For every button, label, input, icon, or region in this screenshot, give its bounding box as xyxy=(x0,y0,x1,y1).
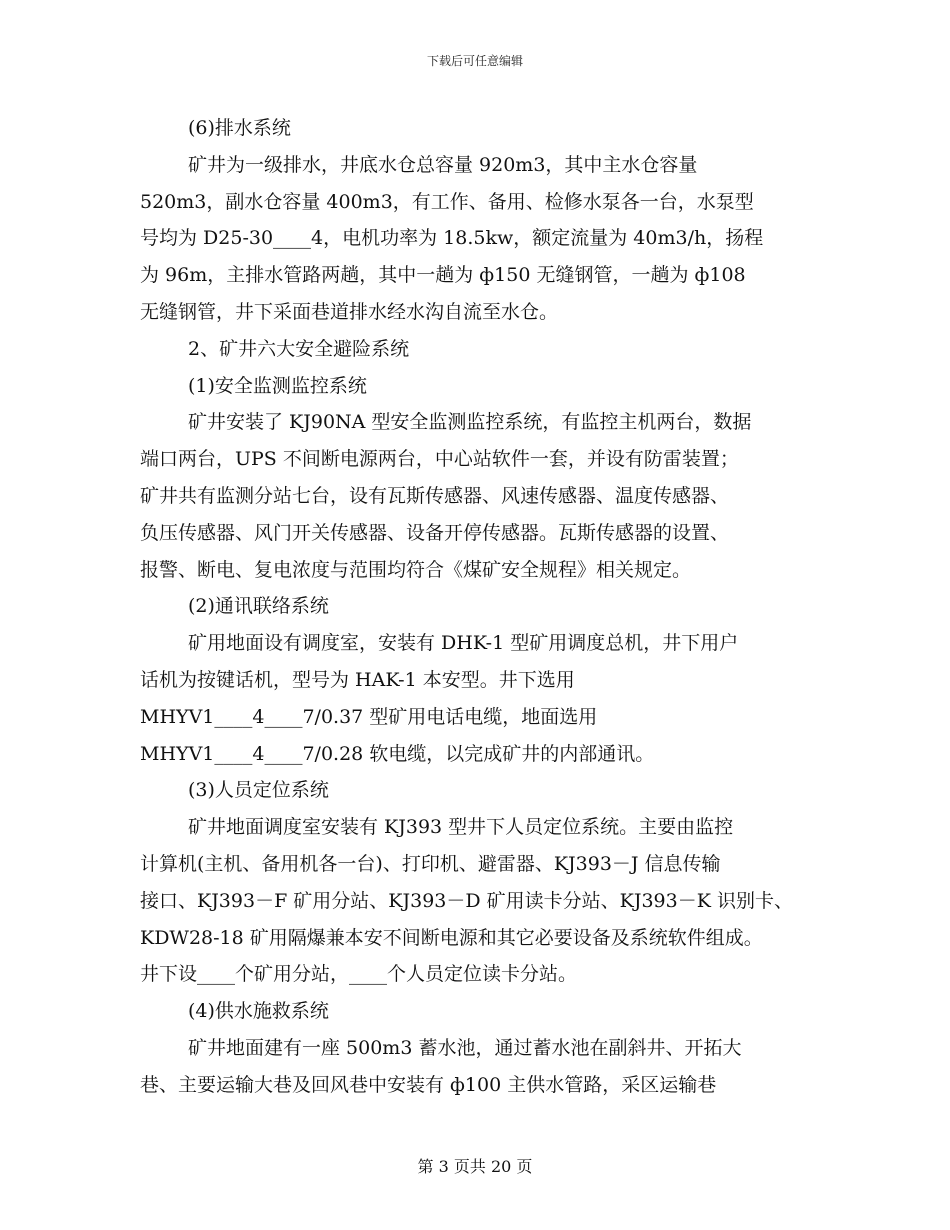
paragraph-line: MHYV1____4____7/0.37 型矿用电话电缆，地面选用 xyxy=(140,705,598,728)
section-heading-monitoring: (1)安全监测监控系统 xyxy=(188,374,367,397)
section-heading-drainage: (6)排水系统 xyxy=(188,117,291,139)
section-heading-water-supply: (4)供水施救系统 xyxy=(188,1000,329,1023)
paragraph-line: 矿井地面建有一座 500m3 蓄水池，通过蓄水池在副斜井、开拓大 xyxy=(188,1036,742,1059)
paragraph-line: MHYV1____4____7/0.28 软电缆，以完成矿井的内部通讯。 xyxy=(140,742,655,765)
paragraph-line: 为 96m，主排水管路两趟，其中一趟为 ф150 无缝钢管，一趟为 ф108 xyxy=(140,264,746,287)
paragraph-line: 话机为按键话机，型号为 HAK-1 本安型。井下选用 xyxy=(140,668,575,691)
paragraph-line: KDW28-18 矿用隔爆兼本安不间断电源和其它必要设备及系统软件组成。 xyxy=(140,926,763,949)
section-heading-safety-systems: 2、矿井六大安全避险系统 xyxy=(188,337,410,360)
section-heading-communication: (2)通讯联络系统 xyxy=(188,595,329,618)
paragraph-line: 计算机(主机、备用机各一台)、打印机、避雷器、KJ393－J 信息传输 xyxy=(140,852,721,875)
paragraph-line: 端口两台，UPS 不间断电源两台，中心站软件一套，并设有防雷装置； xyxy=(140,448,739,471)
paragraph-line: 矿井安装了 KJ90NA 型安全监测监控系统，有监控主机两台，数据 xyxy=(188,411,752,434)
paragraph-line: 矿井地面调度室安装有 KJ393 型井下人员定位系统。主要由监控 xyxy=(188,816,734,839)
paragraph-line: 负压传感器、风门开关传感器、设备开停传感器。瓦斯传感器的设置、 xyxy=(140,521,730,544)
paragraph-line: 矿井共有监测分站七台，设有瓦斯传感器、风速传感器、温度传感器、 xyxy=(140,484,730,507)
paragraph-line: 井下设____个矿用分站，____个人员定位读卡分站。 xyxy=(140,963,578,986)
paragraph-line: 矿井为一级排水，井底水仓总容量 920m3，其中主水仓容量 xyxy=(188,153,698,176)
paragraph-line: 号均为 D25-30____4，电机功率为 18.5kw，额定流量为 40m3/h，扬程 xyxy=(140,227,764,250)
paragraph-line: 巷、主要运输大巷及回风巷中安装有 ф100 主供水管路，采区运输巷 xyxy=(140,1073,717,1096)
document-body xyxy=(140,110,816,1104)
page-footer: 第 3 页共 20 页 xyxy=(417,1157,533,1176)
paragraph-line: 矿用地面设有调度室，安装有 DHK-1 型矿用调度总机，井下用户 xyxy=(188,632,739,655)
paragraph-line: 无缝钢管，井下采面巷道排水经水沟自流至水仓。 xyxy=(140,300,559,323)
paragraph-line: 报警、断电、复电浓度与范围均符合《煤矿安全规程》相关规定。 xyxy=(140,558,692,581)
section-heading-personnel-positioning: (3)人员定位系统 xyxy=(188,779,329,802)
paragraph-line: 接口、KJ393－F 矿用分站、KJ393－D 矿用读卡分站、KJ393－K 识别卡、 xyxy=(140,889,793,912)
page-header: 下载后可任意编辑 xyxy=(426,54,523,68)
paragraph-line: 520m3，副水仓容量 400m3，有工作、备用、检修水泵各一台，水泵型 xyxy=(140,190,754,213)
